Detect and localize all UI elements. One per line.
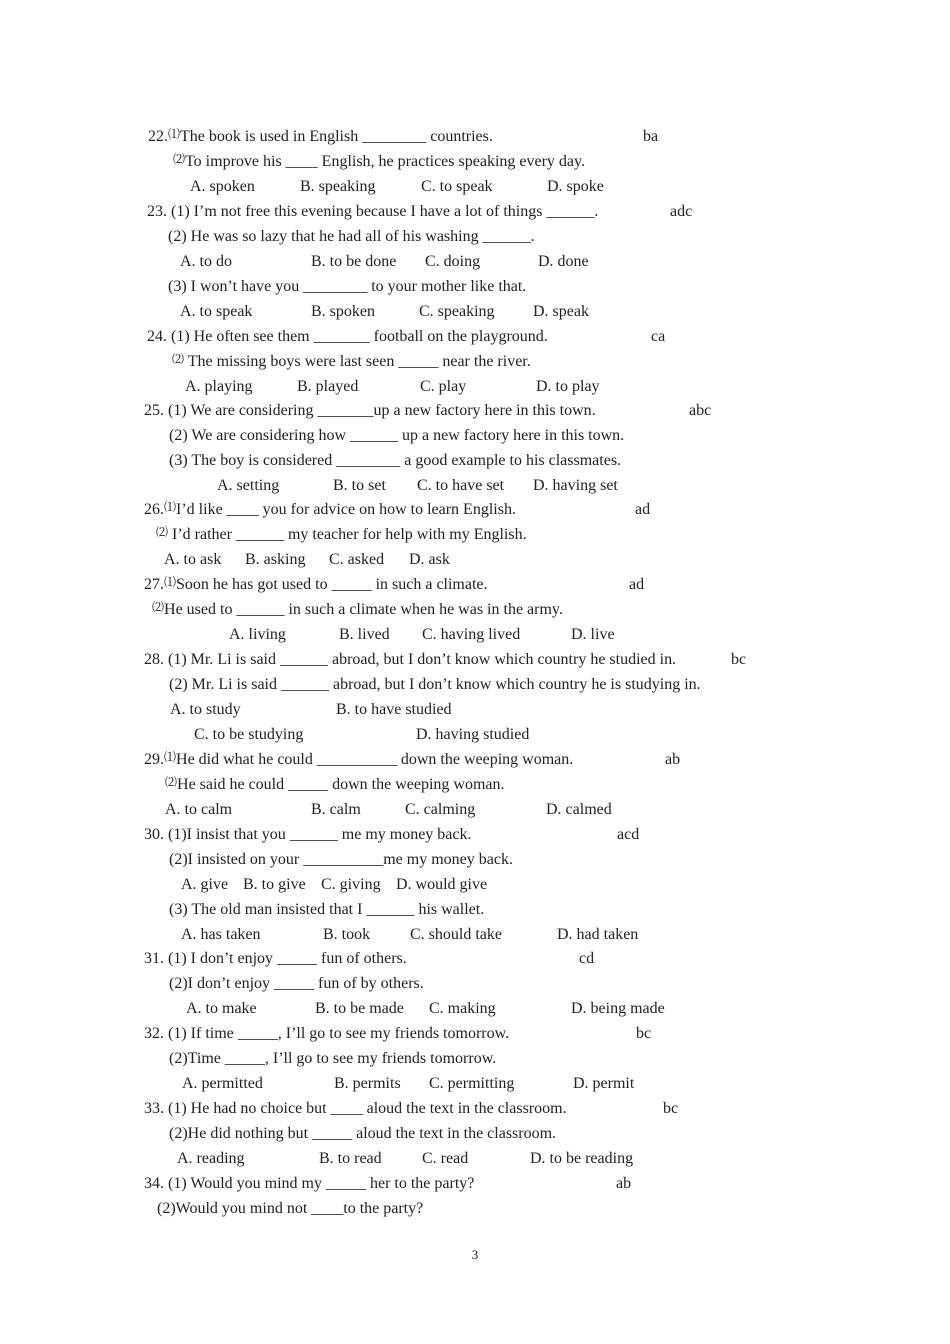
question-32-part-1: 32. (1) If time _____, I’ll go to see my friends tomorrow. [144, 1025, 510, 1042]
option-d: D. ask [409, 551, 450, 568]
option-a: A. has taken [181, 926, 261, 943]
option-c: C. to be studying [194, 726, 304, 743]
option-d: D. calmed [546, 801, 612, 818]
answer-key-33: bc [663, 1100, 679, 1117]
answer-key-23: adc [670, 203, 693, 220]
option-a: A. to do [180, 253, 232, 270]
option-b: B. asking [245, 551, 306, 568]
option-c: C. speaking [419, 303, 495, 320]
option-b: B. to be made [315, 1000, 404, 1017]
page-number: 3 [471, 1247, 479, 1262]
question-31-part-1: 31. (1) I don’t enjoy _____ fun of others. [144, 950, 407, 967]
option-c: C. permitting [429, 1075, 515, 1092]
option-b: B. to read [319, 1150, 382, 1167]
answer-key-26: ad [635, 501, 651, 518]
option-a: A. to speak [180, 303, 253, 320]
option-c: C. asked [329, 551, 385, 568]
answer-key-29: ab [665, 751, 681, 768]
answer-key-24: ca [651, 328, 666, 345]
answer-key-27: ad [629, 576, 645, 593]
question-25-part-1: 25. (1) We are considering _______up a new factory here in this town. [144, 402, 596, 419]
option-a: A. to calm [165, 801, 233, 818]
option-a: A. living [229, 626, 286, 643]
option-d: D. had taken [557, 926, 639, 943]
option-c: C. having lived [422, 626, 521, 643]
answer-key-25: abc [689, 402, 712, 419]
option-c: C. to speak [421, 178, 493, 195]
option-b: B. spoken [311, 303, 375, 320]
answer-key-31: cd [579, 950, 595, 967]
question-22-part-2: ⑵To improve his ____ English, he practices speaking every day. [173, 152, 585, 170]
option-d: D. to play [536, 378, 600, 395]
question-22-part-1: 22.⑴The book is used in English ________ countries. [148, 127, 493, 145]
question-24-part-1: 24. (1) He often see them _______ football on the playground. [147, 328, 548, 345]
answer-key-30: acd [617, 826, 640, 843]
option-c: C. calming [405, 801, 476, 818]
question-30-part-3: (3) The old man insisted that I ______ his wallet. [169, 901, 485, 918]
question-27-part-1: 27.⑴Soon he has got used to _____ in such a climate. [144, 575, 488, 593]
option-d: D. permit [573, 1075, 635, 1092]
question-28-part-2: (2) Mr. Li is said ______ abroad, but I don’t know which country he is studying in. [169, 676, 701, 693]
answer-key-32: bc [636, 1025, 652, 1042]
option-a: A. spoken [190, 178, 255, 195]
question-33-part-1: 33. (1) He had no choice but ____ aloud the text in the classroom. [144, 1100, 567, 1117]
answer-key-28: bc [731, 651, 747, 668]
option-a: A. to ask [164, 551, 222, 568]
question-28-part-1: 28. (1) Mr. Li is said ______ abroad, but I don’t know which country he studied in. [144, 651, 677, 668]
option-d: D. to be reading [530, 1150, 634, 1167]
question-23-part-1: 23. (1) I’m not free this evening because I have a lot of things ______. [147, 203, 599, 220]
question-25-part-2: (2) We are considering how ______ up a new factory here in this town. [169, 427, 625, 444]
option-d: D. done [538, 253, 589, 270]
option-b: B. lived [339, 626, 390, 643]
question-26-part-2: ⑵ I’d rather ______ my teacher for help with my English. [156, 525, 527, 543]
option-b: B. calm [311, 801, 361, 818]
option-d: D. speak [533, 303, 589, 320]
question-25-part-3: (3) The boy is considered ________ a good example to his classmates. [169, 452, 622, 469]
question-23-part-2: (2) He was so lazy that he had all of his washing ______. [168, 228, 535, 245]
option-d: D. spoke [547, 178, 604, 195]
option-d: D. having studied [416, 726, 530, 743]
option-b: B. to set [333, 477, 386, 494]
option-d: D. live [571, 626, 615, 643]
option-a: A. to study [170, 701, 241, 718]
question-29-part-1: 29.⑴He did what he could __________ down the weeping woman. [144, 750, 574, 768]
question-26-part-1: 26.⑴I’d like ____ you for advice on how to learn English. [144, 500, 516, 518]
question-34-part-1: 34. (1) Would you mind my _____ her to the party? [144, 1175, 475, 1192]
option-a: A. setting [217, 477, 280, 494]
option-b: B. played [297, 378, 359, 395]
question-31-part-2: (2)I don’t enjoy _____ fun of by others. [169, 975, 424, 992]
option-a: A. playing [185, 378, 253, 395]
option-c: C. to have set [417, 477, 505, 494]
question-29-part-2: ⑵He said he could _____ down the weeping woman. [165, 775, 505, 793]
question-34-part-2: (2)Would you mind not ____to the party? [157, 1200, 424, 1217]
option-c: C. play [420, 378, 467, 395]
option-b: B. permits [334, 1075, 401, 1092]
option-d: D. having set [533, 477, 618, 494]
option-b: B. speaking [300, 178, 376, 195]
question-30-part-1: 30. (1)I insist that you ______ me my money back. [144, 826, 472, 843]
option-c: C. read [422, 1150, 469, 1167]
option-c: C. giving [321, 876, 381, 893]
option-a: A. reading [177, 1150, 245, 1167]
question-23-part-3: (3) I won’t have you ________ to your mother like that. [168, 278, 527, 295]
option-a: A. to make [186, 1000, 257, 1017]
answer-key-34: ab [616, 1175, 632, 1192]
option-c: C. making [429, 1000, 496, 1017]
option-c: C. should take [410, 926, 502, 943]
question-32-part-2: (2)Time _____, I’ll go to see my friends tomorrow. [169, 1050, 497, 1067]
option-d: D. being made [571, 1000, 665, 1017]
question-33-part-2: (2)He did nothing but _____ aloud the text in the classroom. [169, 1125, 557, 1142]
question-27-part-2: ⑵He used to ______ in such a climate when he was in the army. [152, 600, 563, 618]
answer-key-22: ba [643, 128, 659, 145]
option-c: C. doing [425, 253, 481, 270]
question-30-part-2: (2)I insisted on your __________me my money back. [169, 851, 513, 868]
option-b: B. to be done [311, 253, 397, 270]
option-a: A. give [181, 876, 229, 893]
option-b: B. to give [243, 876, 306, 893]
question-24-part-2: ⑵ The missing boys were last seen _____ near the river. [172, 352, 531, 370]
option-a: A. permitted [182, 1075, 263, 1092]
option-d: D. would give [396, 876, 488, 893]
option-b: B. to have studied [336, 701, 452, 718]
option-b: B. took [323, 926, 371, 943]
